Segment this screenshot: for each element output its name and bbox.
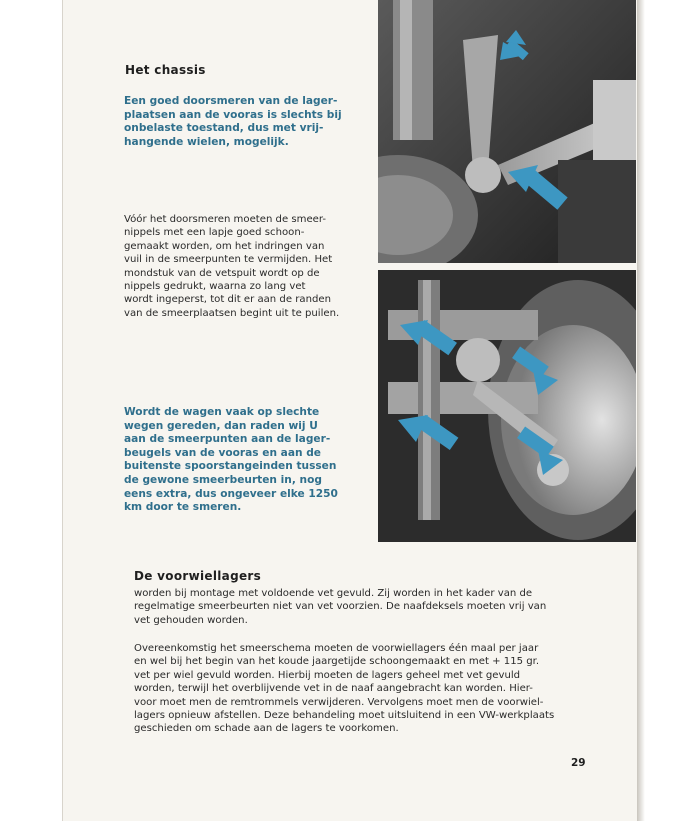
photo-illustration	[378, 270, 636, 542]
text-line: wordt ingeperst, tot dit er aan de randen	[124, 294, 331, 306]
text-line: en wel bij het begin van het koude jaargetijde schoongemaakt en met + 115 gr.	[134, 656, 540, 668]
text-line: mondstuk van de vetspuit wordt op de	[124, 267, 320, 279]
text-line: nippels met een lapje goed schoon-	[124, 227, 305, 239]
wheel-bearings-paragraph-1	[134, 587, 584, 627]
text-line: worden, terwijl het overblijvende vet in de naaf aangebracht kan worden. Hier-	[134, 683, 533, 695]
text-line: wegen gereden, dan raden wij U	[124, 419, 318, 432]
chassis-intro-paragraph	[124, 95, 360, 149]
text-line: aan de smeerpunten aan de lager-	[124, 433, 331, 446]
text-line: onbelaste toestand, dus met vrij-	[124, 122, 324, 135]
text-line: worden bij montage met voldoende vet gevuld. Zij worden in het kader van de	[134, 588, 533, 599]
chassis-cleaning-paragraph	[124, 213, 360, 320]
text-line: Wordt de wagen vaak op slechte	[124, 406, 320, 418]
page-number: 29	[571, 757, 586, 769]
text-line: beugels van de vooras en aan de	[124, 446, 321, 459]
section-heading-chassis: Het chassis	[125, 63, 206, 77]
text-line: gemaakt worden, om het indringen van	[124, 240, 325, 252]
text-line: Een goed doorsmeren van de lager-	[124, 95, 338, 107]
text-line: lagers opnieuw afstellen. Deze behandeling moet uitsluitend in een VW-werkplaats	[134, 710, 555, 722]
section-heading-wheel-bearings: De voorwiellagers	[134, 569, 262, 583]
text-line: buitenste spoorstangeinden tussen	[124, 460, 337, 473]
text-line: plaatsen aan de vooras is slechts bij	[124, 108, 342, 121]
text-line: voor moet men de remtrommels verwijderen. Vervolgens moet men de voorwiel-	[134, 696, 544, 708]
text-line: regelmatige smeerbeurten niet van vet voorzien. De naafdeksels moeten vrij van	[134, 601, 547, 613]
chassis-advice-paragraph	[124, 406, 360, 515]
text-line: Overeenkomstig het smeerschema moeten de voorwiellagers één maal per jaar	[134, 643, 539, 654]
text-line: vet per wiel gevuld worden. Hierbij moeten de lagers geheel met vet gevuld	[134, 669, 521, 681]
text-line: eens extra, dus ongeveer elke 1250	[124, 487, 338, 500]
text-line: hangende wielen, mogelijk.	[124, 135, 289, 148]
text-line: van de smeerplaatsen begint uit te puilen.	[124, 307, 340, 319]
photo-grease-gun-tie-rod	[378, 0, 636, 263]
text-line: de gewone smeerbeurten in, nog	[124, 473, 322, 486]
photo-illustration	[378, 0, 636, 263]
text-line: vuil in de smeerpunten te vermijden. Het	[124, 254, 333, 266]
text-line: km door te smeren.	[124, 501, 242, 514]
text-line: nippels gedrukt, waarna zo lang vet	[124, 281, 306, 293]
photo-front-axle-grease-points	[378, 270, 636, 542]
page-edge-shadow	[637, 0, 645, 821]
wheel-bearings-paragraph-2	[134, 642, 584, 736]
text-line: Vóór het doorsmeren moeten de smeer-	[124, 214, 327, 225]
text-line: vet gehouden worden.	[134, 614, 248, 626]
text-line: geschieden om schade aan de lagers te voorkomen.	[134, 723, 399, 735]
